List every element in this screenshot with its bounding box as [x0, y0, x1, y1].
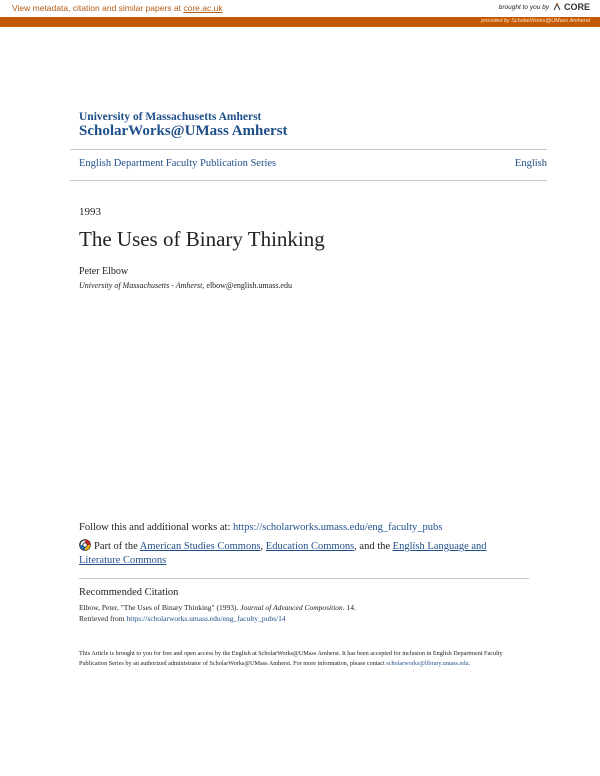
- author-affiliation: [79, 281, 292, 290]
- access-notice-text: This Article is brought to you for free and open access by the English at ScholarWorks@UMass Amherst. It has been accepted for inclusion in English Department Faculty Publication Series by an authorized administrator of ScholarWorks@UMass Amherst. For more information, please contact: [79, 650, 503, 667]
- core-provider-text: provided by ScholarWorks@UMass Amherst: [481, 18, 590, 24]
- citation-suffix: . 14.: [342, 603, 356, 612]
- core-banner: [0, 0, 600, 17]
- core-ac-uk-link[interactable]: core.ac.uk: [183, 3, 223, 13]
- series-link[interactable]: English Department Faculty Publication Series: [79, 158, 277, 169]
- divider: [79, 578, 529, 579]
- affiliation-email: , elbow@english.umass.edu: [202, 281, 292, 290]
- english-language-literature-commons-link[interactable]: English Language and Literature Commons: [79, 541, 487, 566]
- article-title: The Uses of Binary Thinking: [79, 227, 325, 251]
- contact-email-link[interactable]: scholarworks@library.umass.edu: [386, 660, 469, 667]
- part-of-line: [79, 539, 519, 568]
- access-notice-end: .: [468, 660, 471, 667]
- core-metadata-link[interactable]: [12, 3, 223, 13]
- brought-to-you-text: brought to you by: [498, 3, 549, 11]
- access-notice: [79, 649, 529, 669]
- core-logo: [552, 2, 590, 12]
- retrieved-label: Retrieved from: [79, 614, 127, 623]
- repository-name[interactable]: ScholarWorks@UMass Amherst: [79, 123, 288, 139]
- core-provider-bar: [0, 17, 600, 27]
- brought-by-core[interactable]: [499, 2, 590, 12]
- part-of-sep1: ,: [260, 541, 266, 552]
- retrieved-url-link[interactable]: https://scholarworks.umass.edu/eng_faculty_pubs/14: [126, 614, 286, 623]
- american-studies-commons-link[interactable]: American Studies Commons: [139, 541, 261, 552]
- department-link[interactable]: English: [514, 158, 547, 169]
- follow-url-link[interactable]: https://scholarworks.umass.edu/eng_faculty_pubs: [233, 522, 443, 533]
- publication-year: 1993: [79, 206, 101, 218]
- university-name[interactable]: University of Massachusetts Amherst: [79, 111, 262, 123]
- follow-line: [79, 522, 442, 533]
- education-commons-link[interactable]: Education Commons: [265, 541, 355, 552]
- institution-header: [79, 111, 288, 140]
- part-of-prefix: Part of the: [94, 541, 140, 552]
- recommended-citation: [79, 602, 356, 624]
- part-of-sep2: , and the: [354, 541, 393, 552]
- series-band: [70, 149, 547, 181]
- author-name: Peter Elbow: [79, 266, 129, 277]
- core-logo-icon: [552, 2, 562, 12]
- core-logo-text: CORE: [563, 2, 590, 12]
- core-metadata-text: View metadata, citation and similar papers at: [12, 3, 184, 13]
- citation-journal: Journal of Advanced Composition: [240, 603, 343, 612]
- citation-text: Elbow, Peter, "The Uses of Binary Thinking" (1993).: [79, 603, 241, 612]
- follow-label: Follow this and additional works at:: [79, 522, 233, 533]
- network-commons-icon: [79, 539, 91, 551]
- recommended-citation-heading: Recommended Citation: [79, 587, 179, 598]
- affiliation-institution: University of Massachusetts - Amherst: [79, 281, 203, 290]
